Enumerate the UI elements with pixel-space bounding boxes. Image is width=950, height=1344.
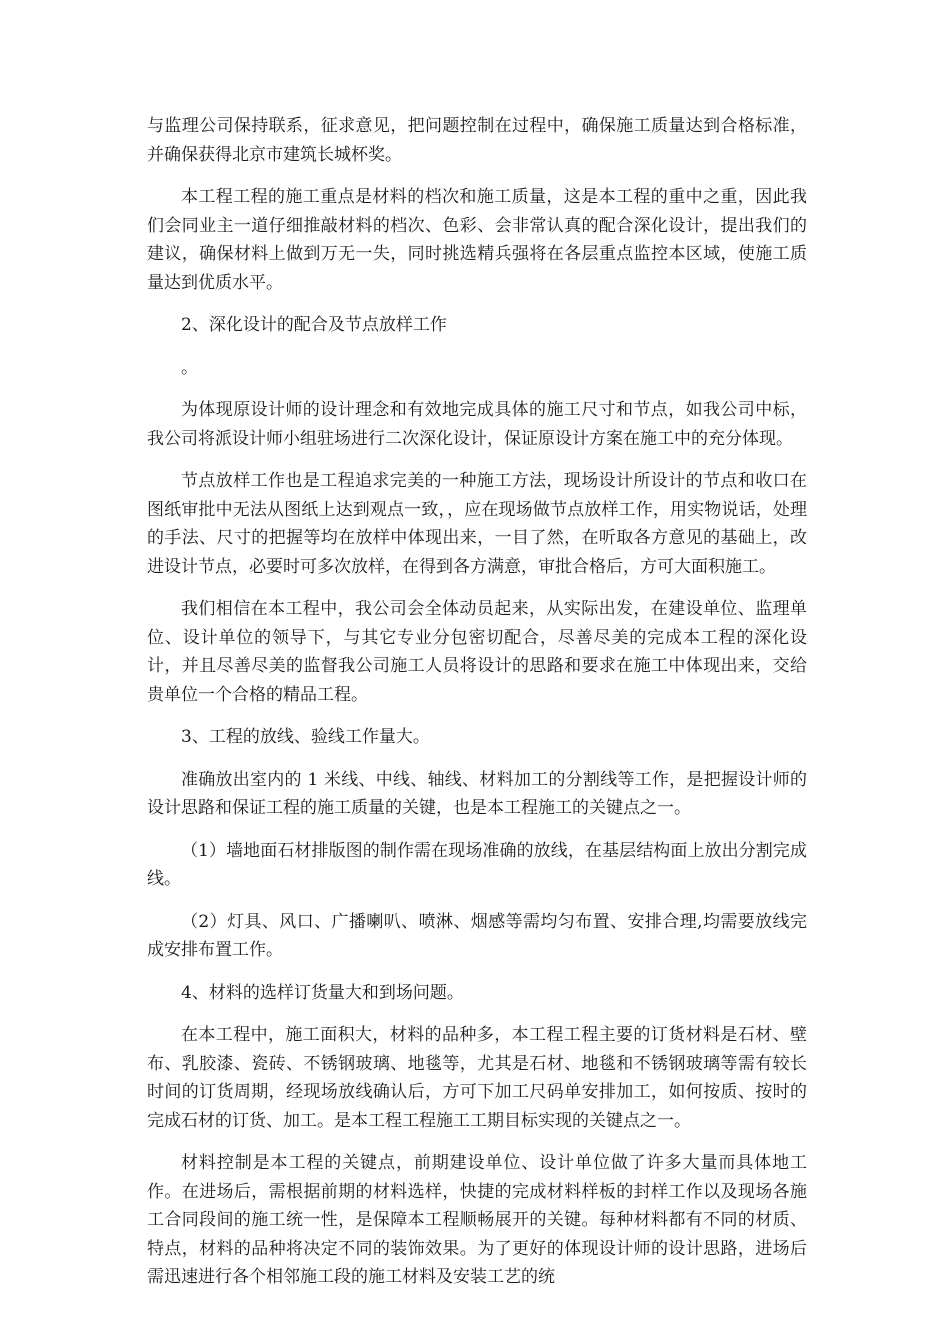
- paragraph-7: 我们相信在本工程中，我公司会全体动员起来，从实际出发，在建设单位、监理单位、设计单位的领导下，与其它专业分包密切配合，尽善尽美的完成本工程的深化设计，并且尽善尽美的监督我公司施工人员将设计的思路和要求在施工中体现出来，交给贵单位一个合格的精品工程。: [147, 599, 807, 705]
- section-heading-3: 3、工程的放线、验线工作量大。: [181, 727, 430, 747]
- paragraph-stray-mark: 。: [181, 357, 198, 378]
- paragraph-2: 本工程工程的施工重点是材料的档次和施工质量，这是本工程的重中之重，因此我们会同业主一道仔细推敲材料的档次、色彩、会非常认真的配合深化设计，提出我们的建议，确保材料上做到万无一失，同时挑选精兵强将在各层重点监控本区域，使施工质量达到优质水平。: [147, 187, 807, 293]
- paragraph-9: 准确放出室内的 1 米线、中线、轴线、材料加工的分割线等工作，是把握设计师的设计思路和保证工程的施工质量的关键，也是本工程施工的关键点之一。: [147, 769, 807, 818]
- paragraph-1: 与监理公司保持联系，征求意见，把问题控制在过程中，确保施工质量达到合格标准，并确保获得北京市建筑长城杯奖。: [147, 116, 807, 165]
- paragraph-5: 为体现原设计师的设计理念和有效地完成具体的施工尺寸和节点，如我公司中标，我公司将派设计师小组驻场进行二次深化设计，保证原设计方案在施工中的充分体现。: [147, 400, 807, 449]
- document-body: [147, 112, 807, 1306]
- paragraph-13: 在本工程中，施工面积大，材料的品种多，本工程工程主要的订货材料是石材、壁布、乳胶漆、瓷砖、不锈钢玻璃、地毯等，尤其是石材、地毯和不锈钢玻璃等需有较长时间的订货周期，经现场放线确认后，方可下加工尺码单安排加工，如何按质、按时的完成石材的订货、加工。是本工程工程施工工期目标实现的关键点之一。: [147, 1025, 807, 1131]
- list-item-2: （2）灯具、风口、广播喇叭、喷淋、烟感等需均匀布置、安排合理,均需要放线完成安排布置工作。: [147, 911, 807, 960]
- paragraph-14: 材料控制是本工程的关键点，前期建设单位、设计单位做了许多大量而具体地工作。在进场后，需根据前期的材料选样，快捷的完成材料样板的封样工作以及现场各施工合同段间的施工统一性，是保障本工程顺畅展开的关键。每种材料都有不同的材质、特点，材料的品种将决定不同的装饰效果。为了更好的体现设计师的设计思路，进场后需迅速进行各个相邻施工段的施工材料及安装工艺的统: [147, 1153, 807, 1287]
- list-item-1: （1）墙地面石材排版图的制作需在现场准确的放线，在基层结构面上放出分割完成线。: [147, 840, 807, 889]
- paragraph-6: 节点放样工作也是工程追求完美的一种施工方法，现场设计所设计的节点和收口在图纸审批中无法从图纸上达到观点一致，，应在现场做节点放样工作，用实物说话，处理的手法、尺寸的把握等均在放样中体现出来，一目了然，在听取各方意见的基础上，改进设计节点，必要时可多次放样，在得到各方满意，审批合格后，方可大面积施工。: [147, 471, 807, 577]
- section-heading-4: 4、材料的选样订货量大和到场问题。: [181, 982, 464, 1003]
- section-heading-2: 2、深化设计的配合及节点放样工作: [181, 315, 447, 335]
